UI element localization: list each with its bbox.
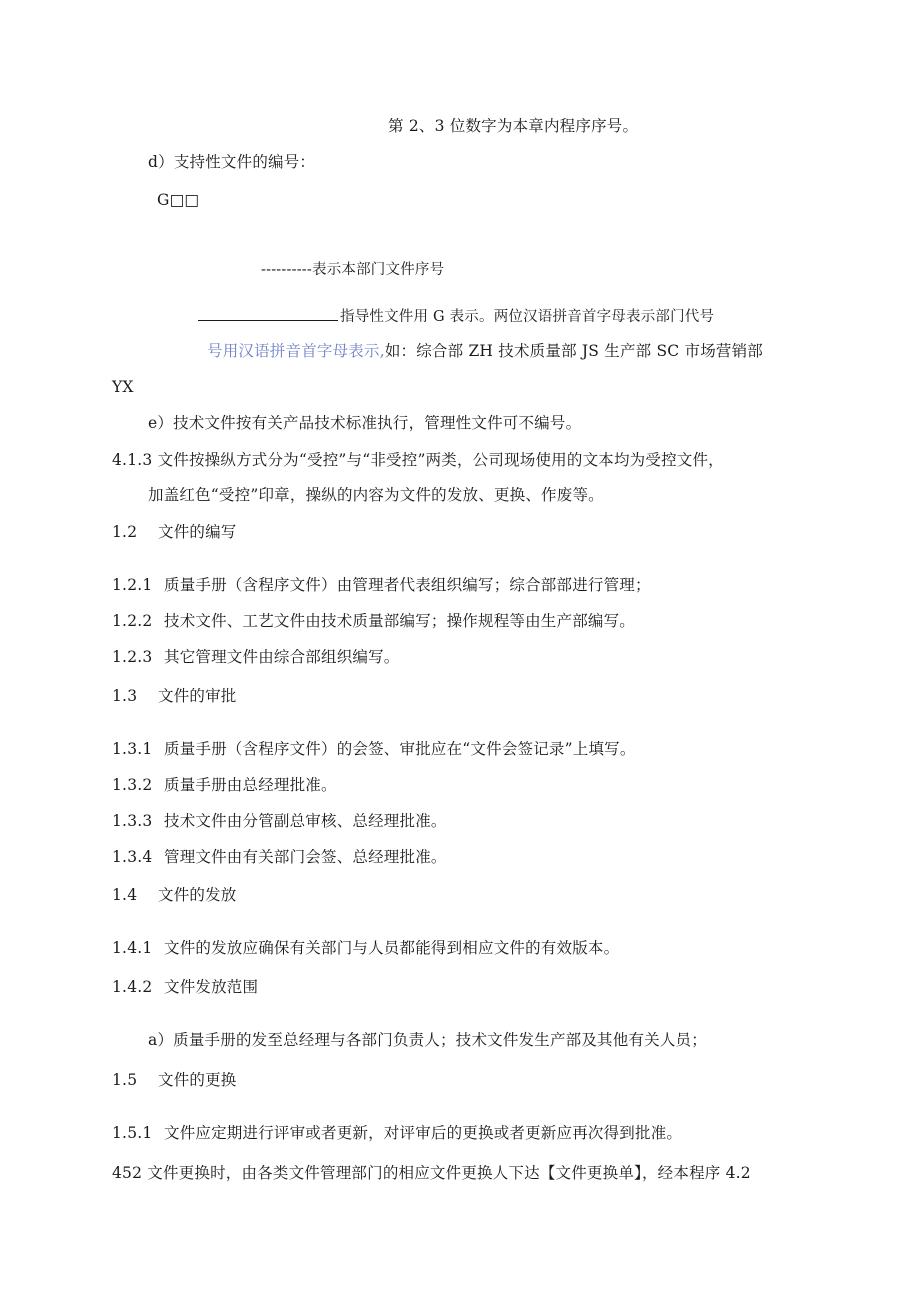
- section-1-5-heading: 1.5 文件的更换: [112, 1071, 237, 1089]
- clause-1-4-1: 1.4.1 文件的发放应确保有关部门与人员都能得到相应文件的有效版本。: [112, 939, 620, 957]
- distribution-item-a: a）质量手册的发至总经理与各部门负责人；技术文件发生产部及其他有关人员；: [148, 1031, 707, 1049]
- clause-4-1-3: 4.1.3 文件按操纵方式分为“受控”与“非受控”两类，公司现场使用的文本均为受控文件，: [112, 451, 724, 469]
- dept-serial-note: ----------表示本部门文件序号: [261, 262, 445, 278]
- clause-1-3-3: 1.3.3 技术文件由分管副总审核、总经理批准。: [112, 812, 447, 830]
- clause-4-1-3-continued: 加盖红色“受控”印章，操纵的内容为文件的发放、更换、作废等。: [148, 486, 604, 504]
- clause-1-2-1: 1.2.1 质量手册（含程序文件）由管理者代表组织编写；综合部部进行管理；: [112, 576, 651, 594]
- code-pattern: G□□: [157, 191, 200, 209]
- guidance-doc-note: [198, 306, 714, 327]
- clause-1-3-2: 1.3.2 质量手册由总经理批准。: [112, 776, 337, 794]
- section-1-4-heading: 1.4 文件的发放: [112, 886, 237, 904]
- clause-4-5-2: 452 文件更换时，由各类文件管理部门的相应文件更换人下达【文件更换单】，经本程序 4.2: [112, 1164, 751, 1182]
- supporting-doc-heading: d）支持性文件的编号：: [148, 153, 316, 171]
- section-1-3-heading: 1.3 文件的审批: [112, 687, 237, 705]
- numbering-note: 第 2、3 位数字为本章内程序序号。: [388, 117, 639, 135]
- dept-code-line: [207, 341, 763, 361]
- tech-doc-rule: e）技术文件按有关产品技术标准执行，管理性文件可不编号。: [148, 414, 582, 432]
- section-1-2-heading: 1.2 文件的编写: [112, 523, 237, 541]
- underline-leader: [198, 306, 338, 321]
- clause-1-3-1: 1.3.1 质量手册（含程序文件）的会签、审批应在“文件会签记录”上填写。: [112, 740, 636, 758]
- clause-1-5-1: 1.5.1 文件应定期进行评审或者更新，对评审后的更换或者更新应再次得到批准。: [112, 1124, 683, 1142]
- clause-1-3-4: 1.3.4 管理文件由有关部门会签、总经理批准。: [112, 848, 447, 866]
- dept-code-continued: YX: [112, 378, 134, 396]
- guidance-doc-text: 指导性文件用 G 表示。两位汉语拼音首字母表示部门代号: [340, 309, 715, 325]
- clause-1-4-2: 1.4.2 文件发放范围: [112, 978, 259, 996]
- dept-code-examples: 如：综合部 ZH 技术质量部 JS 生产部 SC 市场营销部: [384, 342, 763, 360]
- clause-1-2-2: 1.2.2 技术文件、工艺文件由技术质量部编写；操作规程等由生产部编写。: [112, 612, 636, 630]
- dept-code-blue-text: 号用汉语拼音首字母表示,: [207, 342, 385, 360]
- clause-1-2-3: 1.2.3 其它管理文件由综合部组织编写。: [112, 648, 400, 666]
